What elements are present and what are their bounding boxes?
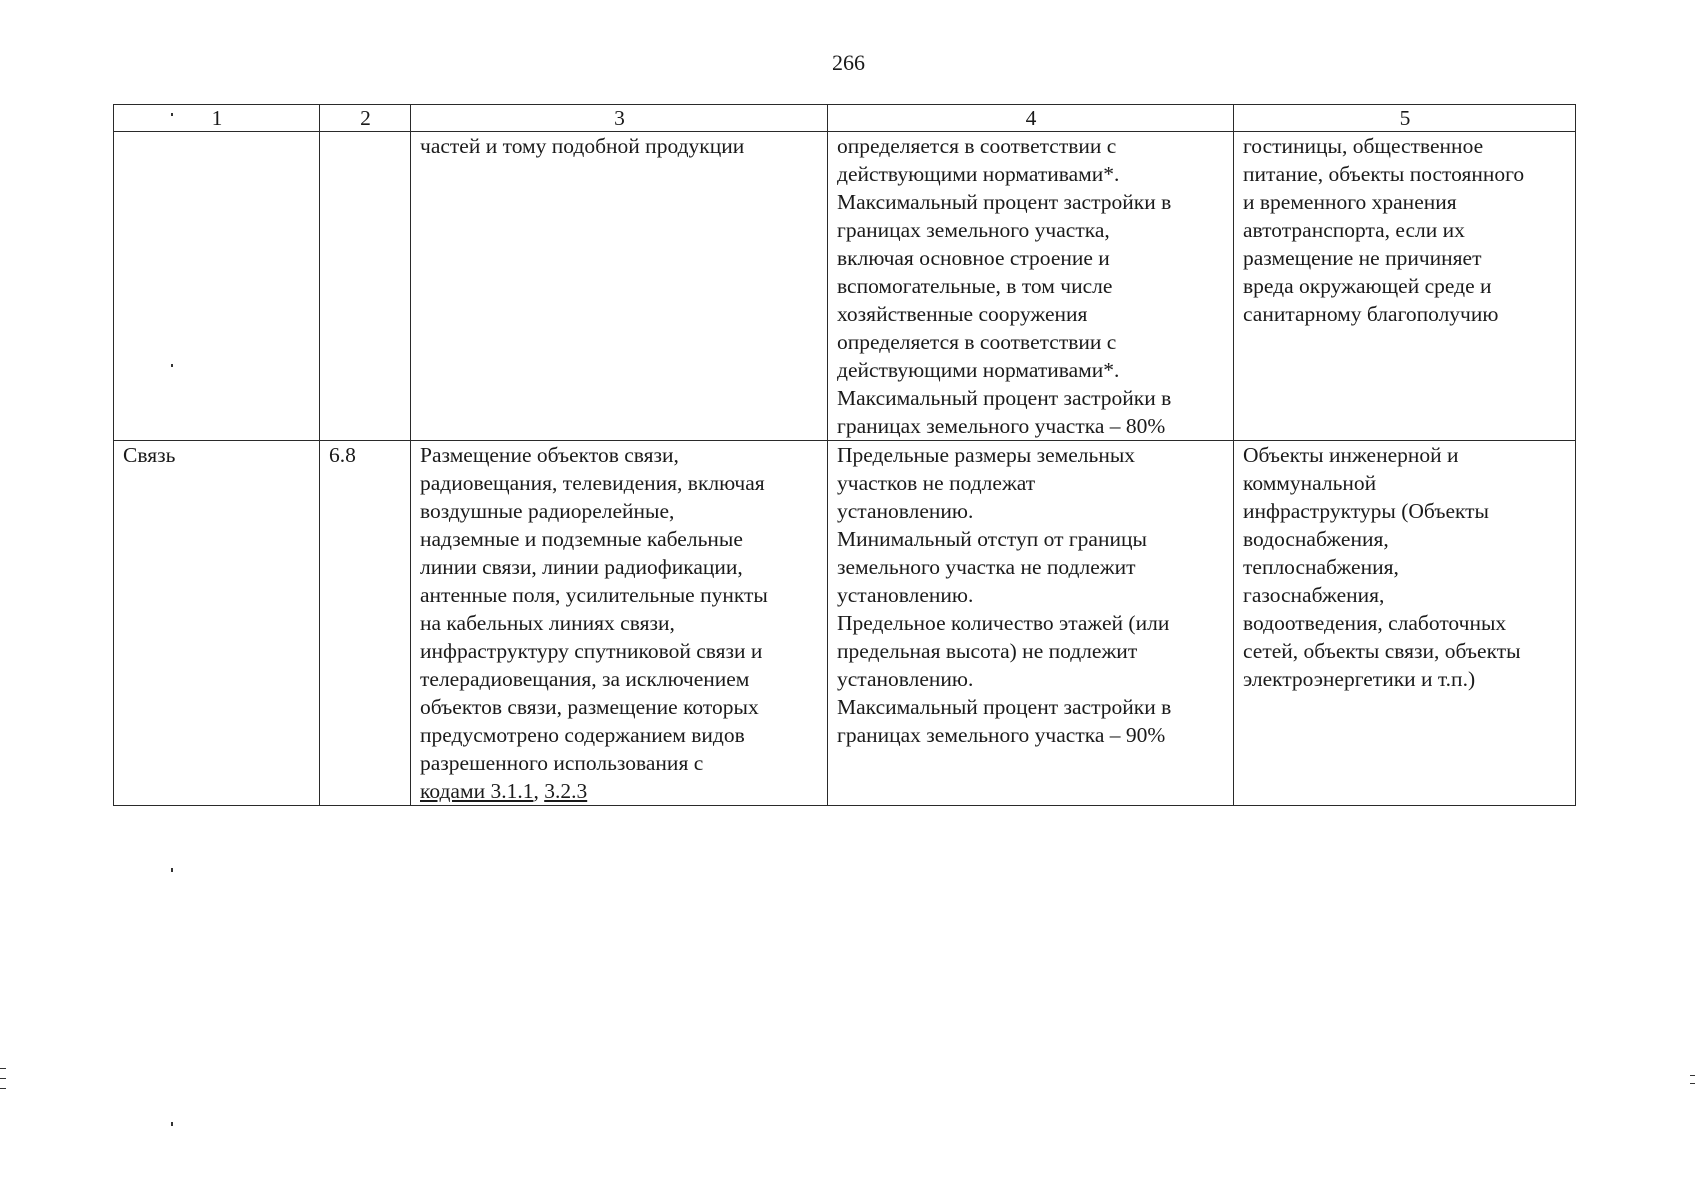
row-1-use-name: [114, 132, 320, 441]
cell-line: действующими нормативами*.: [837, 162, 1120, 186]
cell-line: телерадиовещания, за исключением: [420, 667, 750, 691]
cell-line: Размещение объектов связи,: [420, 443, 679, 467]
cell-line: земельного участка не подлежит: [837, 555, 1136, 579]
cell-line: электроэнергетики и т.п.): [1243, 667, 1476, 691]
scan-edge-mark: [1690, 1083, 1695, 1084]
header-col-3: 3: [411, 105, 828, 132]
cell-line: разрешенного использования с: [420, 751, 704, 775]
cell-line: гостиницы, общественное: [1243, 134, 1484, 158]
cell-line: Объекты инженерной и: [1243, 443, 1459, 467]
cell-line: санитарному благополучию: [1243, 302, 1499, 326]
cell-line: Предельные размеры земельных: [837, 443, 1136, 467]
cell-line: Максимальный процент застройки в: [837, 190, 1172, 214]
zoning-table: [113, 104, 1576, 806]
cell-line: теплоснабжения,: [1243, 555, 1399, 579]
cell-line: объектов связи, размещение которых: [420, 695, 759, 719]
cell-line: предусмотрено содержанием видов: [420, 723, 745, 747]
cell-line: на кабельных линиях связи,: [420, 611, 675, 635]
cell-line: границах земельного участка – 90%: [837, 723, 1166, 747]
cell-line: Максимальный процент застройки в: [837, 386, 1172, 410]
cell-line: Минимальный отступ от границы: [837, 527, 1147, 551]
cell-line: установлению.: [837, 499, 974, 523]
cell-line: границах земельного участка – 80%: [837, 414, 1166, 438]
cell-line: определяется в соответствии с: [837, 330, 1117, 354]
scan-edge-mark: [0, 1078, 6, 1079]
cell-line: хозяйственные сооружения: [837, 302, 1088, 326]
cell-line: инфраструктуру спутниковой связи и: [420, 639, 763, 663]
cell-line: Предельное количество этажей (или: [837, 611, 1170, 635]
cell-line: Максимальный процент застройки в: [837, 695, 1172, 719]
cell-line: границах земельного участка,: [837, 218, 1110, 242]
scan-dot: [171, 868, 173, 872]
row-2-use-code: 6.8: [320, 441, 411, 806]
scan-dot: [171, 364, 173, 367]
scan-dot: [171, 113, 173, 116]
row-1-parameters: [828, 132, 1234, 441]
cell-line: размещение не причиняет: [1243, 246, 1482, 270]
row-1-description: [411, 132, 828, 441]
row-2-description: [411, 441, 828, 806]
page-number: 266: [832, 50, 865, 75]
cell-line: участков не подлежат: [837, 471, 1036, 495]
cell-line: питание, объекты постоянного: [1243, 162, 1525, 186]
header-col-5: 5: [1234, 105, 1576, 132]
cell-line: включая основное строение и: [837, 246, 1110, 270]
cell-line: инфраструктуры (Объекты: [1243, 499, 1490, 523]
cell-line: газоснабжения,: [1243, 583, 1385, 607]
code-link-3-1-1[interactable]: кодами 3.1.1: [420, 779, 534, 803]
cell-line: вреда окружающей среде и: [1243, 274, 1492, 298]
cell-line: коммунальной: [1243, 471, 1377, 495]
cell-line: и временного хранения: [1243, 190, 1457, 214]
cell-line: действующими нормативами*.: [837, 358, 1120, 382]
table-row: [114, 132, 1576, 441]
table-row: [114, 441, 1576, 806]
row-2-auxiliary-uses: [1234, 441, 1576, 806]
scan-edge-mark: [0, 1088, 6, 1089]
row-2-description-links: [420, 777, 819, 805]
scan-edge-mark: [0, 1068, 6, 1069]
cell-line: определяется в соответствии с: [837, 134, 1117, 158]
header-col-1: 1: [114, 105, 320, 132]
row-2-parameters: [828, 441, 1234, 806]
row-1-auxiliary-uses: [1234, 132, 1576, 441]
cell-line: водоотведения, слаботочных: [1243, 611, 1507, 635]
header-col-2: 2: [320, 105, 411, 132]
cell-line: установлению.: [837, 583, 974, 607]
row-2-description-text: [420, 441, 819, 777]
row-1-use-code: [320, 132, 411, 441]
table-header-row: [114, 105, 1576, 132]
header-col-4: 4: [828, 105, 1234, 132]
cell-line: надземные и подземные кабельные: [420, 527, 743, 551]
row-2-use-name: Связь: [114, 441, 320, 806]
cell-line: антенные поля, усилительные пункты: [420, 583, 768, 607]
scan-dot: [171, 1122, 173, 1126]
cell-line: частей и тому подобной продукции: [420, 134, 745, 158]
cell-line: установлению.: [837, 667, 974, 691]
cell-line: сетей, объекты связи, объекты: [1243, 639, 1521, 663]
cell-line: радиовещания, телевидения, включая: [420, 471, 765, 495]
cell-line: вспомогательные, в том числе: [837, 274, 1113, 298]
cell-line: автотранспорта, если их: [1243, 218, 1465, 242]
link-separator: ,: [533, 779, 545, 803]
scan-edge-mark: [1690, 1075, 1695, 1076]
cell-line: предельная высота) не подлежит: [837, 639, 1138, 663]
cell-line: воздушные радиорелейные,: [420, 499, 675, 523]
cell-line: линии связи, линии радиофикации,: [420, 555, 743, 579]
cell-line: водоснабжения,: [1243, 527, 1389, 551]
code-link-3-2-3[interactable]: 3.2.3: [544, 779, 588, 803]
